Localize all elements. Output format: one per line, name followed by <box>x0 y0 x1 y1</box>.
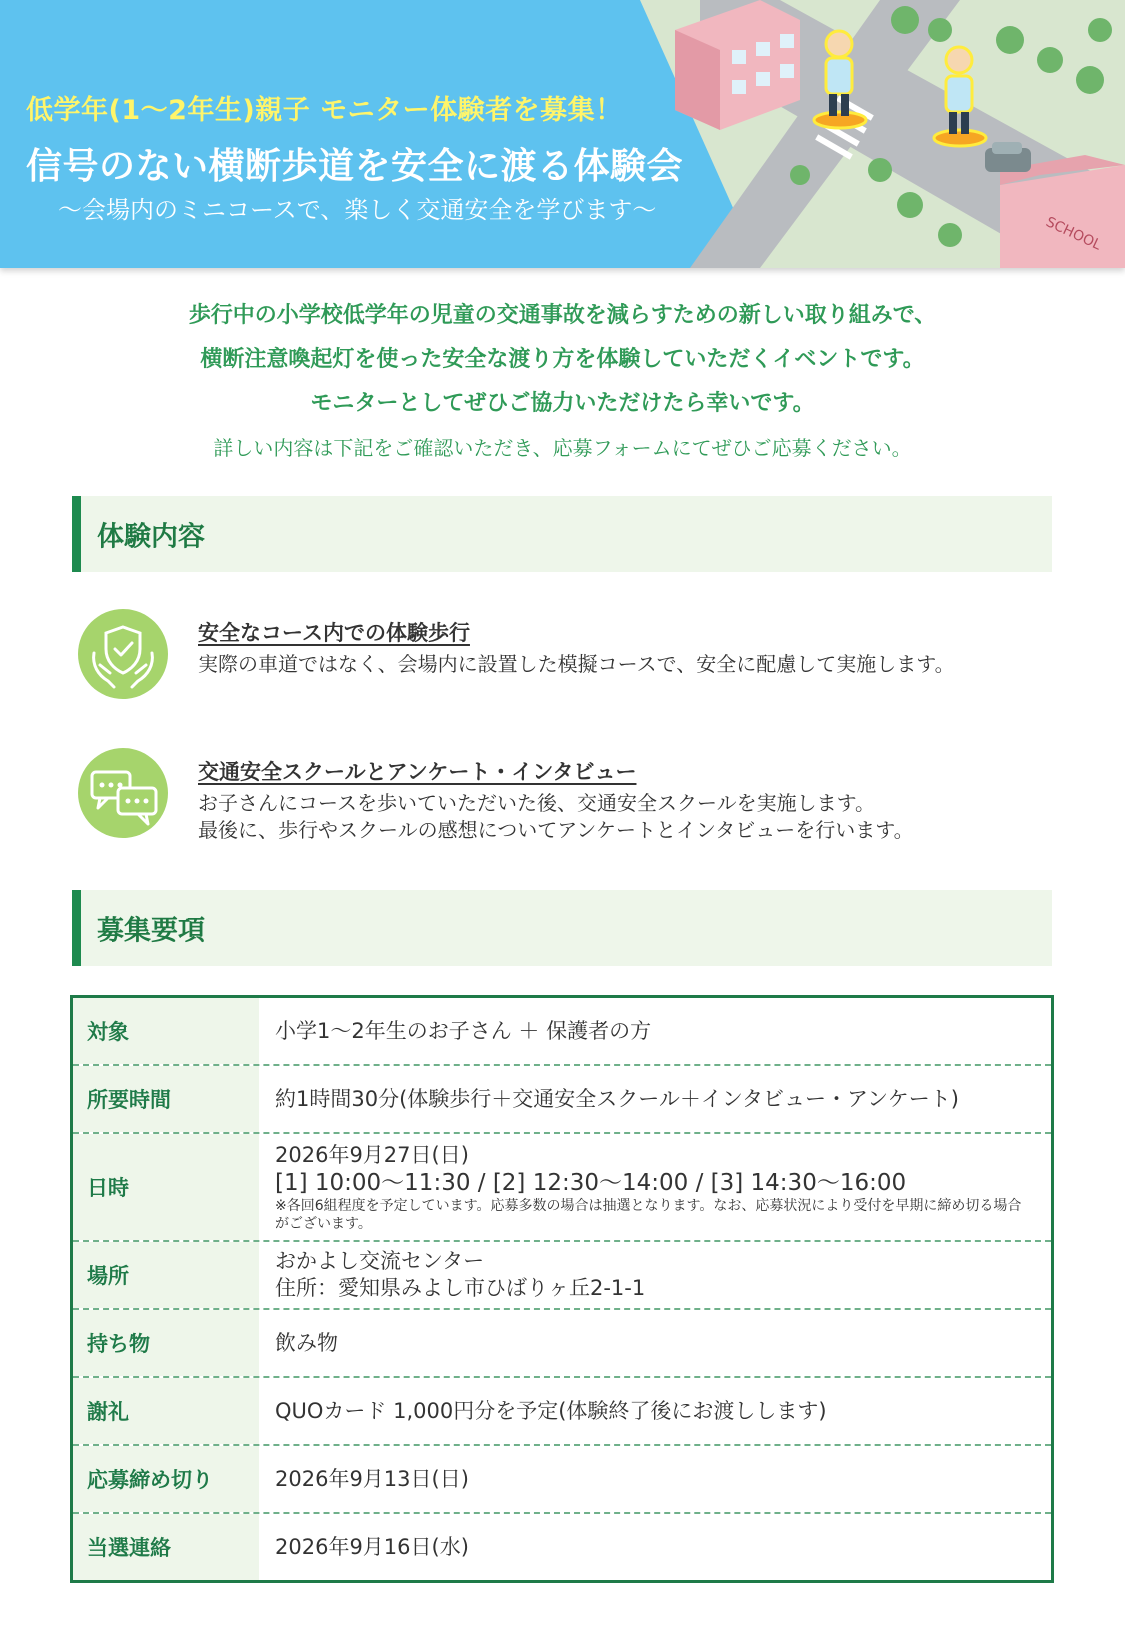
table-row <box>73 1310 1051 1378</box>
table-row <box>73 1446 1051 1514</box>
row-value <box>259 1514 1051 1580</box>
row-value <box>259 1242 1051 1308</box>
feature-title: 交通安全スクールとアンケート・インタビュー <box>198 760 637 784</box>
feature-description-line: 最後に、歩行やスクールの感想についてアンケートとインタビューを行います。 <box>198 818 914 842</box>
venue-address: 住所：愛知県みよし市ひばりヶ丘2-1-1 <box>275 1276 646 1300</box>
chat-bubbles-icon <box>78 748 168 838</box>
row-label: 当選連絡 <box>73 1514 259 1580</box>
intro-line-2: 横断注意喚起灯を使った安全な渡り方を体験していただくイベントです。 <box>200 347 925 372</box>
section-heading-experience <box>72 496 1052 572</box>
intro-line-1: 歩行中の小学校低学年の児童の交通事故を減らすための新しい取り組みで、 <box>188 303 937 328</box>
row-value <box>259 998 1051 1064</box>
row-value <box>259 1446 1051 1512</box>
intro-line-3: モニターとしてぜひご協力いただけたら幸いです。 <box>310 391 815 416</box>
row-value <box>259 1378 1051 1444</box>
duration-value: 約1時間30分(体験歩行＋交通安全スクール＋インタビュー・アンケート) <box>275 1086 959 1111</box>
feature-description-line: 実際の車道ではなく、会場内に設置した模擬コースで、安全に配慮して実施します。 <box>198 652 955 676</box>
row-label: 謝礼 <box>73 1378 259 1444</box>
feature-item <box>78 748 1058 848</box>
row-value <box>259 1134 1051 1240</box>
deadline-value: 2026年9月13日(日) <box>275 1466 469 1491</box>
section-heading-requirements <box>72 890 1052 966</box>
event-times: [1] 10:00～11:30 / [2] 12:30～14:00 / [3] 14:30～16:00 <box>275 1169 907 1196</box>
requirements-table <box>70 995 1054 1583</box>
header-subtitle: 低学年(1～2年生)親子 モニター体験者を募集！ <box>26 95 623 126</box>
table-row <box>73 1134 1051 1242</box>
event-note: ※各回6組程度を予定しています。応募多数の場合は抽選となります。なお、応募状況により受付を早期に締め切る場合がございます。 <box>275 1197 1022 1232</box>
header-tagline: ～会場内のミニコースで、楽しく交通安全を学びます～ <box>58 196 657 224</box>
table-row <box>73 1066 1051 1134</box>
target-value: 小学1～2年生のお子さん ＋ 保護者の方 <box>275 1018 652 1043</box>
event-date: 2026年9月27日(日) <box>275 1142 469 1167</box>
feature-description-line: お子さんにコースを歩いていただいた後、交通安全スクールを実施します。 <box>198 791 875 815</box>
row-label: 対象 <box>73 998 259 1064</box>
intro-note: 詳しい内容は下記をご確認いただき、応募フォームにてぜひご応募ください。 <box>213 436 912 460</box>
belongings-value: 飲み物 <box>275 1330 338 1355</box>
shield-hands-icon <box>78 609 168 699</box>
page-title: 信号のない横断歩道を安全に渡る体験会 <box>26 146 684 187</box>
feature-description <box>198 790 914 844</box>
school-sign: SCHOOL <box>1043 214 1104 254</box>
row-label: 応募締め切り <box>73 1446 259 1512</box>
town-illustration <box>0 0 1125 268</box>
row-label: 所要時間 <box>73 1066 259 1132</box>
row-label: 場所 <box>73 1242 259 1308</box>
table-row <box>73 1378 1051 1446</box>
table-row <box>73 1242 1051 1310</box>
venue-name: おかよし交流センター <box>275 1249 485 1273</box>
feature-description <box>198 651 955 678</box>
header-banner <box>0 0 1125 268</box>
section-heading-text: 体験内容 <box>97 521 205 553</box>
row-value <box>259 1066 1051 1132</box>
section-heading-text: 募集要項 <box>97 915 205 947</box>
table-row <box>73 998 1051 1066</box>
row-label: 持ち物 <box>73 1310 259 1376</box>
row-label: 日時 <box>73 1134 259 1240</box>
row-value <box>259 1310 1051 1376</box>
feature-item <box>78 609 1058 709</box>
intro-text <box>0 294 1125 468</box>
reward-value: QUOカード 1,000円分を予定(体験終了後にお渡しします) <box>275 1398 827 1423</box>
table-row <box>73 1514 1051 1580</box>
notification-value: 2026年9月16日(水) <box>275 1534 469 1559</box>
feature-title: 安全なコース内での体験歩行 <box>198 621 470 645</box>
